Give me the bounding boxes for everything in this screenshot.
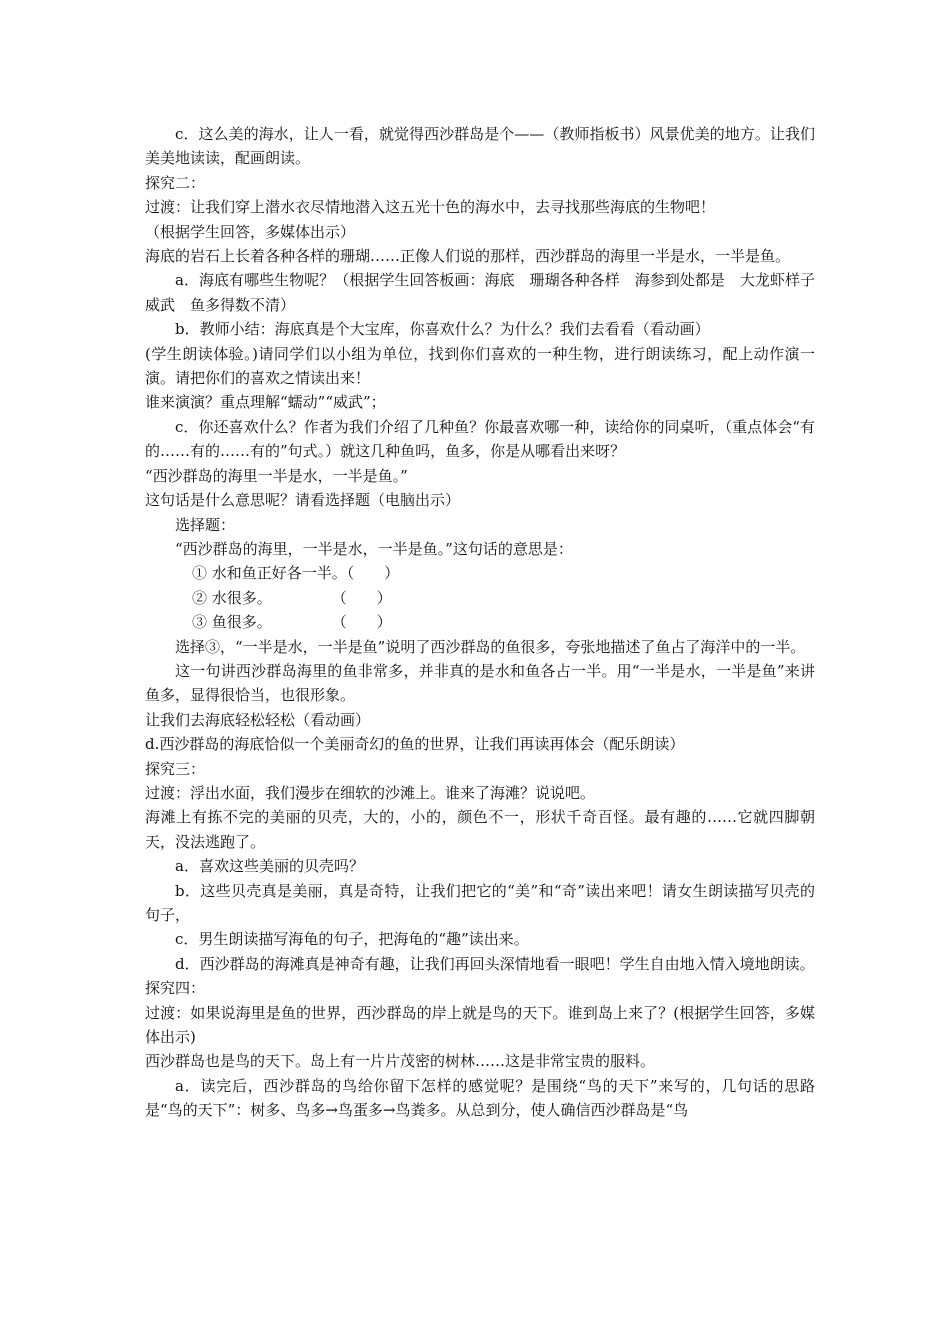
paragraph: 西沙群岛也是鸟的天下。岛上有一片片茂密的树林……这是非常宝贵的服料。 — [145, 1052, 656, 1071]
paragraph: c．这么美的海水，让人一看，就觉得西沙群岛是个——（教师指板书）风景优美的地方。让我们美美地读读，配画朗读。 — [145, 125, 815, 168]
paragraph: 过渡：如果说海里是鱼的世界，西沙群岛的岸上就是鸟的天下。谁到岛上来了？(根据学生回答，多媒体出示) — [145, 1003, 815, 1047]
paragraph: a．读完后，西沙群岛的鸟给你留下怎样的感觉呢？是围绕“鸟的天下”来写的，几句话的思路是“鸟的天下”：树多、鸟多→鸟蛋多→鸟粪多。从总到分，使人确信西沙群岛是“鸟 — [145, 1076, 815, 1120]
paragraph: （根据学生回答，多媒体出示） — [145, 222, 356, 241]
choice-option: ③ 鱼很多。 （ ） — [192, 613, 392, 632]
paragraph: 让我们去海底轻松轻松（看动画） — [145, 710, 371, 729]
paragraph-group-2 — [145, 635, 815, 1123]
paragraph: 这一句讲西沙群岛海里的鱼非常多，并非真的是水和鱼各占一半。用“一半是水，一半是鱼”来讲鱼多，显得很恰当，也很形象。 — [145, 661, 815, 705]
document-body — [145, 122, 815, 1123]
paragraph-group-1 — [145, 122, 815, 561]
choice-option: ① 水和鱼正好各一半。（ ） — [192, 564, 400, 583]
paragraph: 谁来演演？重点理解“蠕动”“威武”； — [145, 393, 386, 412]
choice-option: ② 水很多。 （ ） — [192, 588, 392, 607]
paragraph: 海滩上有拣不完的美丽的贝壳，大的，小的，颜色不一，形状千奇百怪。最有趣的……它就四脚朝天，没法逃跑了。 — [145, 808, 815, 851]
paragraph: (学生朗读体验。)请同学们以小组为单位，找到你们喜欢的一种生物，进行朗读练习，配上动作演一演。请把你们的喜欢之情读出来！ — [145, 344, 815, 388]
paragraph: 探究四： — [145, 979, 206, 998]
paragraph: 这句话是什么意思呢？请看选择题（电脑出示） — [145, 491, 461, 510]
paragraph: 选择③，“一半是水，一半是鱼”说明了西沙群岛的鱼很多，夸张地描述了鱼占了海洋中的一半。 — [175, 637, 806, 656]
paragraph: a．海底有哪些生物呢？（根据学生回答板画：海底 珊瑚各种各样 海参到处都是 大龙虾样子威武 鱼多得数不清） — [145, 271, 815, 314]
paragraph: b．教师小结：海底真是个大宝库，你喜欢什么？为什么？我们去看看（看动画） — [175, 320, 710, 339]
paragraph: c．男生朗读描写海龟的句子，把海龟的“趣”读出来。 — [175, 930, 529, 949]
paragraph: “西沙群岛的海里，一半是水，一半是鱼。”这句话的意思是： — [175, 539, 573, 558]
paragraph: d．西沙群岛的海滩真是神奇有趣，让我们再回头深情地看一眼吧！学生自由地入情入境地朗读。 — [175, 954, 815, 973]
choice-options — [145, 561, 815, 634]
paragraph: c．你还喜欢什么？作者为我们介绍了几种鱼？你最喜欢哪一种，读给你的同桌听，（重点体会“有的……有的……有的”句式。）就这几种鱼吗，鱼多，你是从哪看出来呀？ — [145, 417, 815, 461]
paragraph: d.西沙群岛的海底恰似一个美丽奇幻的鱼的世界，让我们再读再体会（配乐朗读） — [145, 735, 685, 754]
paragraph: b．这些贝壳真是美丽，真是奇特，让我们把它的“美”和“奇”读出来吧！请女生朗读描写贝壳的句子， — [145, 881, 815, 924]
paragraph: 探究三： — [145, 759, 206, 778]
paragraph: a．喜欢这些美丽的贝壳吗？ — [175, 857, 364, 876]
paragraph: 选择题： — [175, 515, 236, 534]
paragraph: 过渡：浮出水面，我们漫步在细软的沙滩上。谁来了海滩？说说吧。 — [145, 783, 596, 802]
paragraph: 海底的岩石上长着各种各样的珊瑚……正像人们说的那样，西沙群岛的海里一半是水，一半是鱼。 — [145, 247, 791, 266]
paragraph: 探究二： — [145, 173, 206, 192]
paragraph: “西沙群岛的海里一半是水，一半是鱼。” — [145, 466, 408, 485]
paragraph: 过渡：让我们穿上潜水衣尽情地潜入这五光十色的海水中，去寻找那些海底的生物吧！ — [145, 198, 716, 217]
